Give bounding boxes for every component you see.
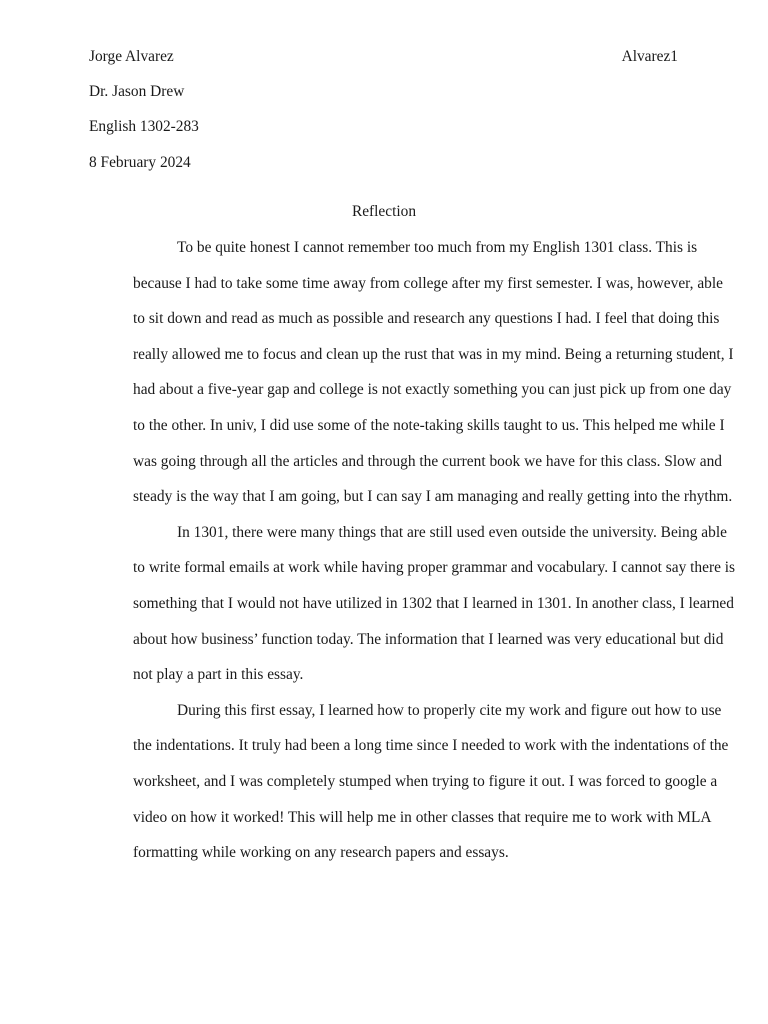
text-line: was going through all the articles and through the current book we have for this class. Slow and — [133, 452, 722, 470]
instructor-name: Dr. Jason Drew — [89, 83, 185, 100]
text-line: not play a part in this essay. — [133, 666, 304, 684]
paragraph-2 — [89, 515, 736, 693]
document-title: Reflection — [351, 203, 417, 220]
document-date: 8 February 2024 — [89, 154, 191, 171]
text-line: To be quite honest I cannot remember too much from my English 1301 class. This is — [177, 239, 698, 256]
text-line: to write formal emails at work while having proper grammar and vocabulary. I cannot say there is — [133, 559, 736, 577]
text-line: During this first essay, I learned how to properly cite my work and figure out how to use — [177, 701, 722, 719]
text-line: about how business’ function today. The information that I learned was very educational but did — [133, 630, 724, 648]
page-header — [89, 46, 678, 68]
text-line: something that I would not have utilized in 1302 that I learned in 1301. In another class, I learned — [133, 594, 734, 612]
text-line: to the other. In univ, I did use some of the note-taking skills taught to us. This helped me while I — [133, 416, 725, 434]
paragraph-3 — [89, 693, 729, 871]
text-line: video on how it worked! This will help me in other classes that require me to work with MLA — [133, 808, 712, 826]
text-line: had about a five-year gap and college is not exactly something you can just pick up from one day — [133, 381, 732, 399]
text-line: to sit down and read as much as possible and research any questions I had. I feel that doing this — [133, 310, 720, 328]
course-name: English 1302-283 — [89, 118, 199, 135]
text-line: the indentations. It truly had been a long time since I needed to work with the indentations of the — [133, 737, 729, 755]
text-line: steady is the way that I am going, but I can say I am managing and really getting into the rhythm. — [133, 488, 733, 506]
document-body — [89, 230, 736, 871]
author-name: Jorge Alvarez — [89, 48, 174, 65]
text-line: because I had to take some time away from college after my first semester. I was, however, able — [133, 274, 723, 292]
text-line: worksheet, and I was completely stumped when trying to figure it out. I was forced to google a — [133, 772, 718, 790]
text-line: formatting while working on any research papers and essays. — [133, 844, 509, 862]
text-line: In 1301, there were many things that are still used even outside the university. Being able — [177, 523, 727, 541]
running-head: Alvarez1 — [621, 48, 678, 65]
text-line: really allowed me to focus and clean up the rust that was in my mind. Being a returning student, I — [133, 345, 734, 363]
paragraph-1 — [89, 230, 734, 515]
